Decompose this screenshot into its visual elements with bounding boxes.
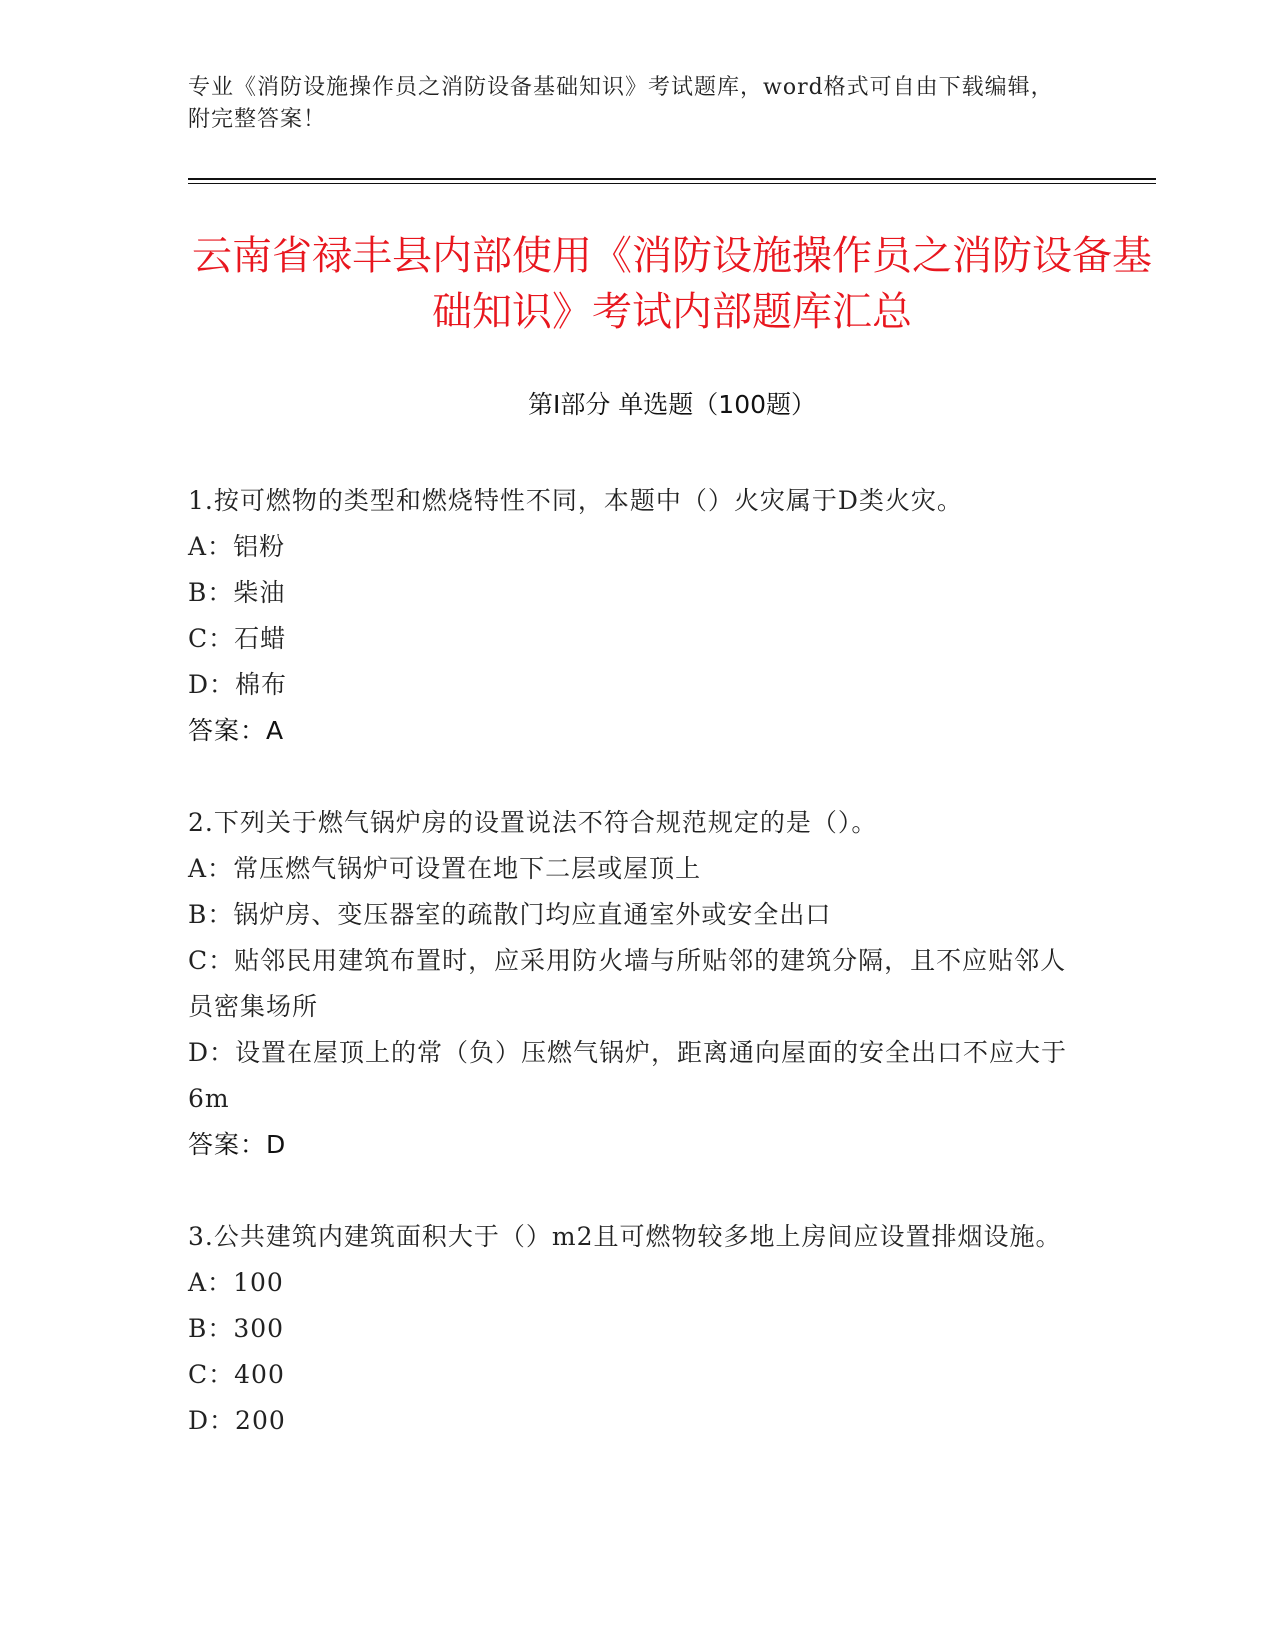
option-key: B：	[188, 1314, 234, 1343]
option-a	[188, 1260, 1068, 1306]
option-d	[188, 1398, 1068, 1444]
option-b	[188, 892, 1068, 938]
option-d	[188, 1030, 1068, 1122]
answer-label: 答案：	[188, 716, 267, 745]
question-number: 2.	[188, 808, 214, 837]
option-c	[188, 616, 1068, 662]
option-text: 100	[233, 1268, 284, 1297]
question-1	[188, 478, 1068, 754]
header-note: 专业《消防设施操作员之消防设备基础知识》考试题库，word格式可自由下载编辑，附完整答案！	[188, 75, 1054, 132]
option-key: C：	[188, 624, 235, 653]
option-text: 300	[233, 1314, 285, 1343]
option-text: 铝粉	[233, 532, 286, 561]
option-text: 设置在屋顶上的常（负）压燃气锅炉，距离通向屋面的安全出口不应大于6m	[188, 1038, 1068, 1113]
option-b	[188, 570, 1068, 616]
header-rule-thin	[188, 183, 1156, 184]
option-text: 石蜡	[234, 624, 287, 653]
question-stem	[188, 478, 1068, 524]
option-text: 柴油	[233, 578, 286, 607]
option-text: 400	[234, 1360, 285, 1389]
question-number: 3.	[188, 1222, 214, 1251]
option-a	[188, 524, 1068, 570]
question-list	[188, 478, 1068, 1490]
question-3	[188, 1214, 1068, 1444]
option-text: 锅炉房、变压器室的疏散门均应直通室外或安全出口	[233, 900, 832, 929]
section-title: 第Ⅰ部分 单选题（100题）	[527, 390, 817, 419]
option-key: D：	[188, 1038, 236, 1067]
option-c	[188, 938, 1068, 1030]
option-text: 200	[235, 1406, 286, 1435]
option-key: C：	[188, 946, 235, 975]
question-stem	[188, 800, 1068, 846]
header-rule-thick	[188, 178, 1156, 180]
option-key: D：	[188, 670, 236, 699]
option-c	[188, 1352, 1068, 1398]
answer-line	[188, 1122, 1068, 1168]
option-b	[188, 1306, 1068, 1352]
option-text: 棉布	[235, 670, 288, 699]
option-key: D：	[188, 1406, 236, 1435]
option-d	[188, 662, 1068, 708]
question-2	[188, 800, 1068, 1168]
option-key: A：	[188, 532, 234, 561]
option-key: A：	[188, 854, 234, 883]
option-text: 常压燃气锅炉可设置在地下二层或屋顶上	[233, 854, 702, 883]
question-text: 按可燃物的类型和燃烧特性不同，本题中（）火灾属于D类火灾。	[213, 486, 963, 515]
answer-line	[188, 708, 1068, 754]
option-a	[188, 846, 1068, 892]
option-key: C：	[188, 1360, 235, 1389]
question-text: 下列关于燃气锅炉房的设置说法不符合规范规定的是（）。	[213, 808, 878, 837]
answer-value: D	[266, 1130, 287, 1159]
question-text: 公共建筑内建筑面积大于（）m2且可燃物较多地上房间应设置排烟设施。	[213, 1222, 1062, 1251]
answer-value: A	[266, 716, 285, 745]
question-stem	[188, 1214, 1068, 1260]
question-number: 1.	[188, 486, 214, 515]
option-text: 贴邻民用建筑布置时，应采用防火墙与所贴邻的建筑分隔，且不应贴邻人员密集场所	[188, 946, 1067, 1021]
option-key: A：	[188, 1268, 234, 1297]
answer-label: 答案：	[188, 1130, 267, 1159]
option-key: B：	[188, 900, 234, 929]
document-title: 云南省禄丰县内部使用《消防设施操作员之消防设备基础知识》考试内部题库汇总	[192, 233, 1152, 335]
option-key: B：	[188, 578, 234, 607]
